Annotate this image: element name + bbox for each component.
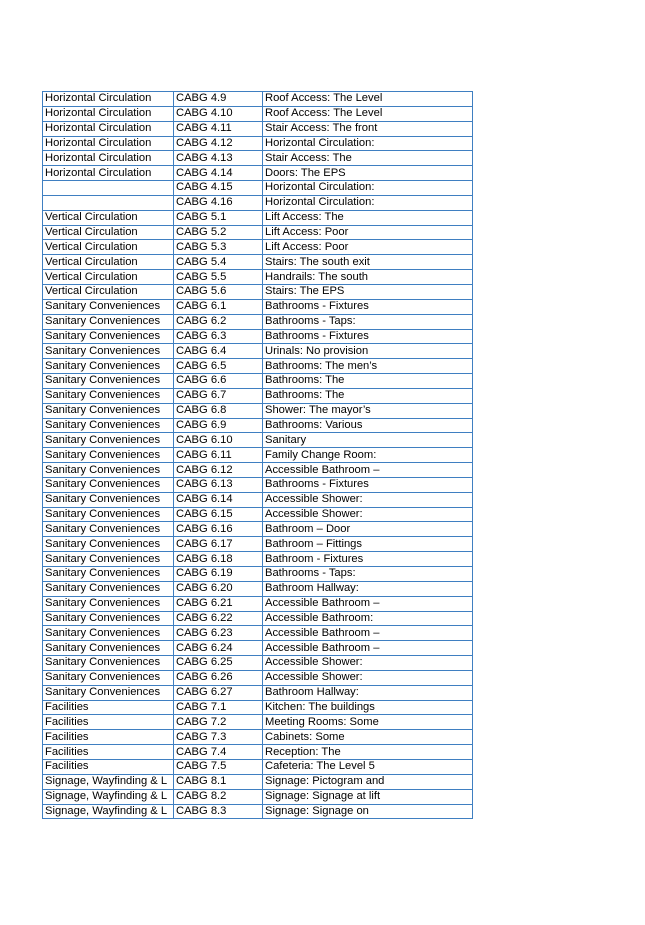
category-cell[interactable]: Sanitary Conveniences xyxy=(43,374,174,389)
code-cell[interactable]: CABG 6.20 xyxy=(174,581,263,596)
category-cell[interactable]: Horizontal Circulation xyxy=(43,151,174,166)
category-cell[interactable]: Sanitary Conveniences xyxy=(43,641,174,656)
table-row xyxy=(43,433,473,448)
table-row xyxy=(43,804,473,819)
category-cell[interactable]: Facilities xyxy=(43,715,174,730)
category-cell[interactable]: Horizontal Circulation xyxy=(43,136,174,151)
table-row xyxy=(43,374,473,389)
code-cell[interactable]: CABG 7.2 xyxy=(174,715,263,730)
table-row xyxy=(43,641,473,656)
category-cell[interactable]: Sanitary Conveniences xyxy=(43,567,174,582)
description-cell[interactable]: Doors: The EPS xyxy=(263,166,473,181)
description-cell[interactable]: Stairs: The south exit xyxy=(263,255,473,270)
description-cell[interactable]: Signage: Signage on xyxy=(263,804,473,819)
category-cell[interactable]: Vertical Circulation xyxy=(43,270,174,285)
description-cell[interactable]: Bathrooms - Fixtures xyxy=(263,329,473,344)
category-cell[interactable]: Vertical Circulation xyxy=(43,210,174,225)
category-cell[interactable]: Sanitary Conveniences xyxy=(43,448,174,463)
description-cell[interactable]: Signage: Signage at lift xyxy=(263,789,473,804)
category-cell[interactable]: Signage, Wayfinding & L xyxy=(43,774,174,789)
description-cell[interactable]: Accessible Shower: xyxy=(263,507,473,522)
category-cell[interactable]: Facilities xyxy=(43,700,174,715)
table-row xyxy=(43,106,473,121)
code-cell[interactable]: CABG 6.1 xyxy=(174,299,263,314)
category-cell[interactable]: Sanitary Conveniences xyxy=(43,626,174,641)
category-cell[interactable]: Vertical Circulation xyxy=(43,240,174,255)
description-cell[interactable]: Reception: The xyxy=(263,745,473,760)
category-cell[interactable]: Sanitary Conveniences xyxy=(43,611,174,626)
description-cell[interactable]: Bathroom Hallway: xyxy=(263,685,473,700)
code-cell[interactable]: CABG 4.16 xyxy=(174,195,263,210)
code-cell[interactable]: CABG 6.8 xyxy=(174,403,263,418)
category-cell[interactable]: Sanitary Conveniences xyxy=(43,359,174,374)
category-cell[interactable]: Sanitary Conveniences xyxy=(43,656,174,671)
table-row xyxy=(43,759,473,774)
code-cell[interactable]: CABG 4.14 xyxy=(174,166,263,181)
table-row xyxy=(43,92,473,107)
table-row xyxy=(43,121,473,136)
description-cell[interactable]: Bathroom - Fixtures xyxy=(263,552,473,567)
category-cell[interactable]: Signage, Wayfinding & L xyxy=(43,804,174,819)
table-row xyxy=(43,270,473,285)
category-cell[interactable]: Sanitary Conveniences xyxy=(43,685,174,700)
table-row xyxy=(43,210,473,225)
table-row xyxy=(43,477,473,492)
description-cell[interactable]: Meeting Rooms: Some xyxy=(263,715,473,730)
table-row xyxy=(43,344,473,359)
description-cell[interactable]: Accessible Bathroom – xyxy=(263,463,473,478)
table-row xyxy=(43,195,473,210)
code-cell[interactable]: CABG 8.3 xyxy=(174,804,263,819)
category-cell[interactable]: Signage, Wayfinding & L xyxy=(43,789,174,804)
description-cell[interactable]: Bathrooms: The xyxy=(263,388,473,403)
code-cell[interactable]: CABG 5.1 xyxy=(174,210,263,225)
category-cell[interactable]: Sanitary Conveniences xyxy=(43,492,174,507)
description-cell[interactable]: Lift Access: The xyxy=(263,210,473,225)
code-cell[interactable]: CABG 4.10 xyxy=(174,106,263,121)
table-row xyxy=(43,225,473,240)
category-cell[interactable]: Sanitary Conveniences xyxy=(43,522,174,537)
table-row xyxy=(43,255,473,270)
table-row xyxy=(43,418,473,433)
category-cell[interactable]: Sanitary Conveniences xyxy=(43,388,174,403)
category-cell[interactable]: Horizontal Circulation xyxy=(43,166,174,181)
code-cell[interactable]: CABG 6.17 xyxy=(174,537,263,552)
table-row xyxy=(43,537,473,552)
table-row xyxy=(43,745,473,760)
code-cell[interactable]: CABG 5.6 xyxy=(174,284,263,299)
code-cell[interactable]: CABG 8.1 xyxy=(174,774,263,789)
table-row xyxy=(43,626,473,641)
category-cell[interactable]: Horizontal Circulation xyxy=(43,92,174,107)
description-cell[interactable]: Accessible Shower: xyxy=(263,670,473,685)
code-cell[interactable]: CABG 4.11 xyxy=(174,121,263,136)
table-row xyxy=(43,448,473,463)
category-cell[interactable]: Facilities xyxy=(43,759,174,774)
description-cell[interactable]: Bathrooms - Fixtures xyxy=(263,299,473,314)
table-row xyxy=(43,656,473,671)
code-cell[interactable]: CABG 7.5 xyxy=(174,759,263,774)
code-cell[interactable]: CABG 6.26 xyxy=(174,670,263,685)
code-cell[interactable]: CABG 5.5 xyxy=(174,270,263,285)
table-row xyxy=(43,611,473,626)
code-cell[interactable]: CABG 6.13 xyxy=(174,477,263,492)
code-cell[interactable]: CABG 6.24 xyxy=(174,641,263,656)
description-cell[interactable]: Bathroom – Door xyxy=(263,522,473,537)
code-cell[interactable]: CABG 6.2 xyxy=(174,314,263,329)
table-row xyxy=(43,240,473,255)
spreadsheet-table xyxy=(42,91,473,819)
category-cell[interactable]: Facilities xyxy=(43,730,174,745)
code-cell[interactable]: CABG 6.9 xyxy=(174,418,263,433)
code-cell[interactable]: CABG 6.5 xyxy=(174,359,263,374)
description-cell[interactable]: Bathrooms - Taps: xyxy=(263,567,473,582)
description-cell[interactable]: Bathroom – Fittings xyxy=(263,537,473,552)
table-row xyxy=(43,552,473,567)
category-cell[interactable]: Facilities xyxy=(43,745,174,760)
category-cell[interactable]: Sanitary Conveniences xyxy=(43,552,174,567)
category-cell[interactable]: Horizontal Circulation xyxy=(43,106,174,121)
table-row xyxy=(43,730,473,745)
description-cell[interactable]: Cabinets: Some xyxy=(263,730,473,745)
table-row xyxy=(43,329,473,344)
code-cell[interactable]: CABG 6.25 xyxy=(174,656,263,671)
code-cell[interactable]: CABG 7.4 xyxy=(174,745,263,760)
table-row xyxy=(43,166,473,181)
description-cell[interactable]: Accessible Shower: xyxy=(263,492,473,507)
description-cell[interactable]: Roof Access: The Level xyxy=(263,106,473,121)
category-cell[interactable]: Sanitary Conveniences xyxy=(43,418,174,433)
table-row xyxy=(43,789,473,804)
description-cell[interactable]: Accessible Bathroom – xyxy=(263,626,473,641)
code-cell[interactable]: CABG 6.14 xyxy=(174,492,263,507)
table-row xyxy=(43,136,473,151)
description-cell[interactable]: Bathrooms: The men’s xyxy=(263,359,473,374)
description-cell[interactable]: Horizontal Circulation: xyxy=(263,181,473,196)
category-cell[interactable]: Sanitary Conveniences xyxy=(43,581,174,596)
code-cell[interactable]: CABG 6.3 xyxy=(174,329,263,344)
category-cell[interactable] xyxy=(43,181,174,196)
category-cell[interactable]: Sanitary Conveniences xyxy=(43,433,174,448)
code-cell[interactable]: CABG 6.16 xyxy=(174,522,263,537)
code-cell[interactable]: CABG 7.1 xyxy=(174,700,263,715)
code-cell[interactable]: CABG 6.21 xyxy=(174,596,263,611)
table-row xyxy=(43,492,473,507)
category-cell[interactable]: Sanitary Conveniences xyxy=(43,314,174,329)
description-cell[interactable]: Stairs: The EPS xyxy=(263,284,473,299)
table-row xyxy=(43,507,473,522)
description-cell[interactable]: Family Change Room: xyxy=(263,448,473,463)
code-cell[interactable]: CABG 6.10 xyxy=(174,433,263,448)
code-cell[interactable]: CABG 4.12 xyxy=(174,136,263,151)
code-cell[interactable]: CABG 7.3 xyxy=(174,730,263,745)
table-row xyxy=(43,581,473,596)
description-cell[interactable]: Accessible Bathroom: xyxy=(263,611,473,626)
table-row xyxy=(43,670,473,685)
table-row xyxy=(43,299,473,314)
description-cell[interactable]: Horizontal Circulation: xyxy=(263,195,473,210)
table-row xyxy=(43,314,473,329)
description-cell[interactable]: Cafeteria: The Level 5 xyxy=(263,759,473,774)
description-cell[interactable]: Stair Access: The xyxy=(263,151,473,166)
table-row xyxy=(43,388,473,403)
code-cell[interactable]: CABG 6.12 xyxy=(174,463,263,478)
code-cell[interactable]: CABG 6.4 xyxy=(174,344,263,359)
table-row xyxy=(43,774,473,789)
description-cell[interactable]: Roof Access: The Level xyxy=(263,92,473,107)
category-cell[interactable]: Sanitary Conveniences xyxy=(43,463,174,478)
description-cell[interactable]: Handrails: The south xyxy=(263,270,473,285)
category-cell[interactable]: Sanitary Conveniences xyxy=(43,507,174,522)
description-cell[interactable]: Sanitary xyxy=(263,433,473,448)
code-cell[interactable]: CABG 5.4 xyxy=(174,255,263,270)
category-cell[interactable]: Sanitary Conveniences xyxy=(43,596,174,611)
category-cell[interactable]: Sanitary Conveniences xyxy=(43,477,174,492)
description-cell[interactable]: Lift Access: Poor xyxy=(263,240,473,255)
code-cell[interactable]: CABG 6.11 xyxy=(174,448,263,463)
table-row xyxy=(43,700,473,715)
description-cell[interactable]: Kitchen: The buildings xyxy=(263,700,473,715)
code-cell[interactable]: CABG 6.23 xyxy=(174,626,263,641)
category-cell[interactable]: Sanitary Conveniences xyxy=(43,537,174,552)
code-cell[interactable]: CABG 4.15 xyxy=(174,181,263,196)
description-cell[interactable]: Shower: The mayor’s xyxy=(263,403,473,418)
description-cell[interactable]: Accessible Shower: xyxy=(263,656,473,671)
code-cell[interactable]: CABG 6.6 xyxy=(174,374,263,389)
code-cell[interactable]: CABG 6.22 xyxy=(174,611,263,626)
code-cell[interactable]: CABG 6.15 xyxy=(174,507,263,522)
code-cell[interactable]: CABG 6.27 xyxy=(174,685,263,700)
code-cell[interactable]: CABG 6.7 xyxy=(174,388,263,403)
table-row xyxy=(43,359,473,374)
table-row xyxy=(43,596,473,611)
description-cell[interactable]: Signage: Pictogram and xyxy=(263,774,473,789)
table-row xyxy=(43,151,473,166)
description-cell[interactable]: Accessible Bathroom – xyxy=(263,641,473,656)
table-row xyxy=(43,522,473,537)
category-cell[interactable] xyxy=(43,195,174,210)
category-cell[interactable]: Sanitary Conveniences xyxy=(43,403,174,418)
description-cell[interactable]: Lift Access: Poor xyxy=(263,225,473,240)
category-cell[interactable]: Sanitary Conveniences xyxy=(43,299,174,314)
code-cell[interactable]: CABG 8.2 xyxy=(174,789,263,804)
category-cell[interactable]: Sanitary Conveniences xyxy=(43,670,174,685)
category-cell[interactable]: Vertical Circulation xyxy=(43,225,174,240)
description-cell[interactable]: Bathrooms - Fixtures xyxy=(263,477,473,492)
table-row xyxy=(43,463,473,478)
description-cell[interactable]: Accessible Bathroom – xyxy=(263,596,473,611)
category-cell[interactable]: Vertical Circulation xyxy=(43,255,174,270)
table-row xyxy=(43,181,473,196)
category-cell[interactable]: Sanitary Conveniences xyxy=(43,329,174,344)
code-cell[interactable]: CABG 6.18 xyxy=(174,552,263,567)
table-row xyxy=(43,284,473,299)
table-row xyxy=(43,567,473,582)
description-cell[interactable]: Bathrooms - Taps: xyxy=(263,314,473,329)
description-cell[interactable]: Stair Access: The front xyxy=(263,121,473,136)
category-cell[interactable]: Sanitary Conveniences xyxy=(43,344,174,359)
description-cell[interactable]: Bathroom Hallway: xyxy=(263,581,473,596)
description-cell[interactable]: Horizontal Circulation: xyxy=(263,136,473,151)
spreadsheet-body xyxy=(43,92,473,819)
description-cell[interactable]: Bathrooms: The xyxy=(263,374,473,389)
code-cell[interactable]: CABG 4.13 xyxy=(174,151,263,166)
code-cell[interactable]: CABG 4.9 xyxy=(174,92,263,107)
table-row xyxy=(43,403,473,418)
description-cell[interactable]: Bathrooms: Various xyxy=(263,418,473,433)
code-cell[interactable]: CABG 5.3 xyxy=(174,240,263,255)
category-cell[interactable]: Vertical Circulation xyxy=(43,284,174,299)
table-row xyxy=(43,715,473,730)
code-cell[interactable]: CABG 5.2 xyxy=(174,225,263,240)
code-cell[interactable]: CABG 6.19 xyxy=(174,567,263,582)
category-cell[interactable]: Horizontal Circulation xyxy=(43,121,174,136)
description-cell[interactable]: Urinals: No provision xyxy=(263,344,473,359)
table-row xyxy=(43,685,473,700)
